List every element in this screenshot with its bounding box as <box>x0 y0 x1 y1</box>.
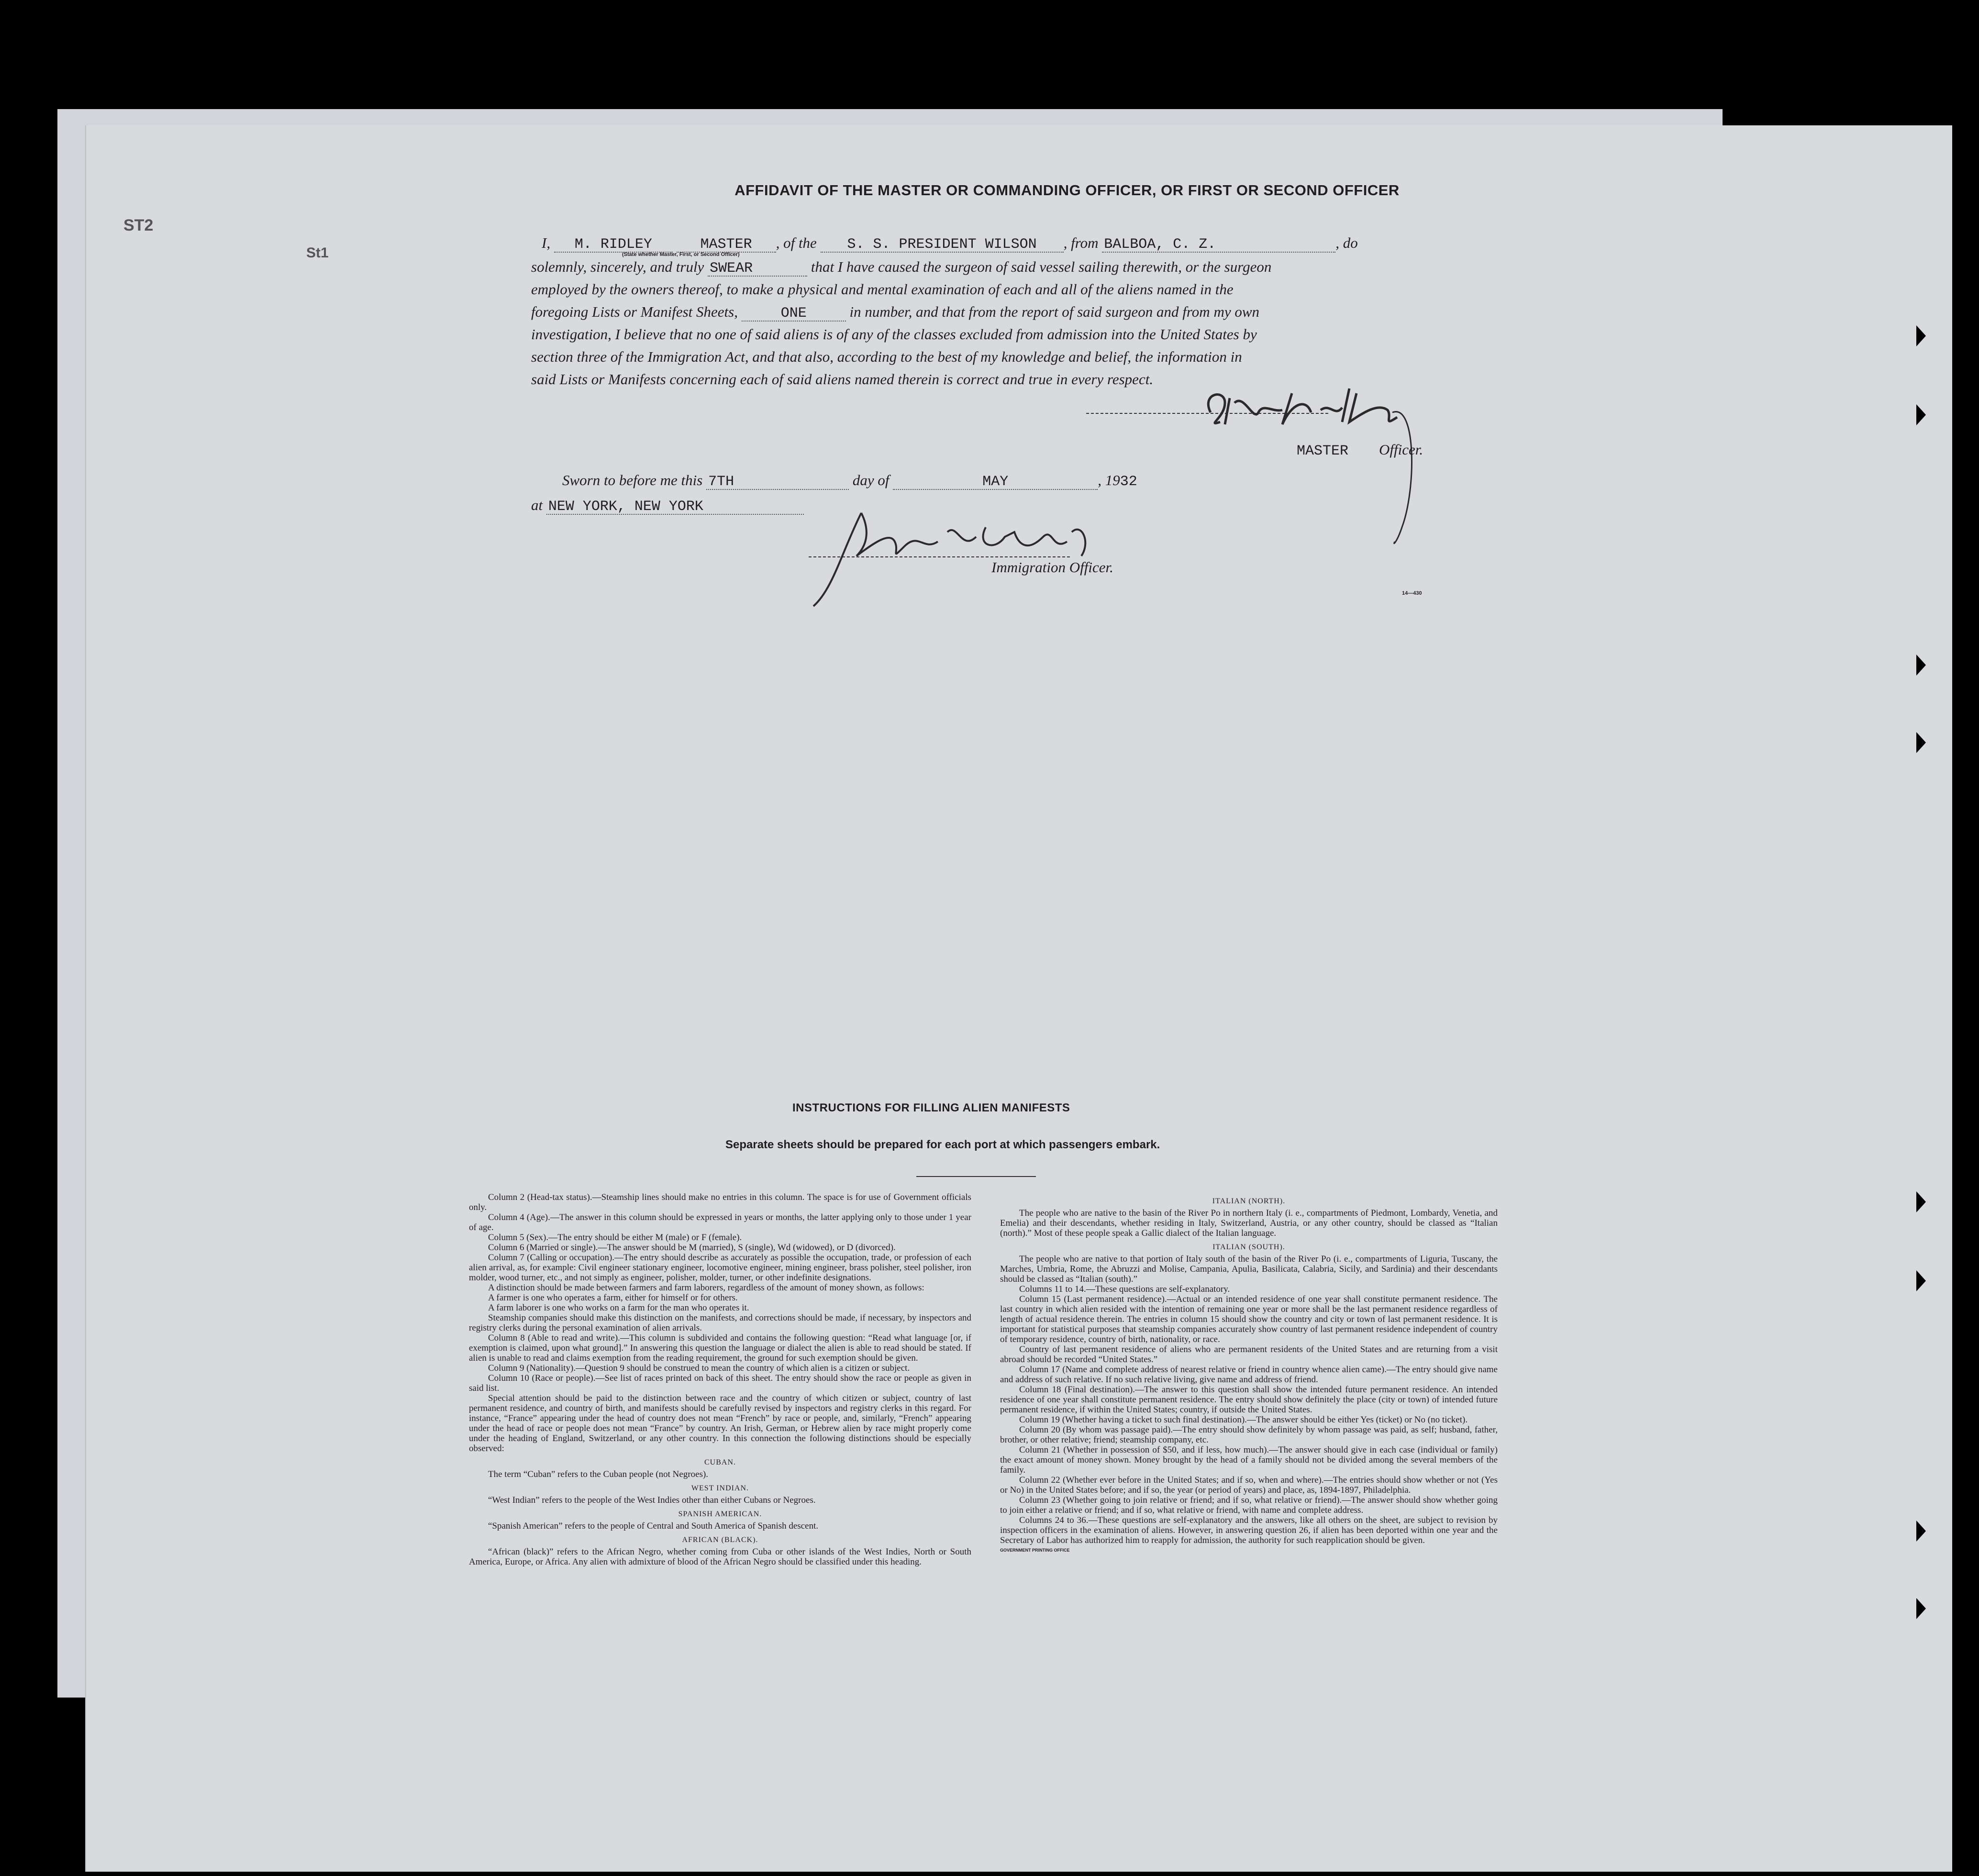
affidavit-line-1: I, M. RIDLEY MASTER , of the S. S. PRESIDENT WILSON , from BALBOA, C. Z. , do <box>542 234 1358 253</box>
master-name-field: M. RIDLEY <box>554 237 673 253</box>
punch-hole <box>1916 1270 1926 1291</box>
affidavit-line-2: solemnly, sincerely, and truly SWEAR that I have caused the surgeon of said vessel sailing therewith, or the surgeon <box>531 258 1272 277</box>
day-field: 7TH <box>706 475 849 490</box>
affidavit-line-5: investigation, I believe that no one of said aliens is of any of the classes excluded from admission into the United States by <box>531 326 1257 343</box>
affidavit-line-3: employed by the owners thereof, to make a physical and mental examination of each and all of the aliens named in the <box>531 281 1234 298</box>
place-field: NEW YORK, NEW YORK <box>546 500 804 515</box>
instructions-right-column: ITALIAN (NORTH). The people who are native to the basin of the River Po in northern Italy (i. e., compartments of Piedmont, Lombardy, Venetia, and Emelia) and their descendants, whether residing in Italy, Switzerland, Austria, or any other country, should be classed as “Italian (north).” Most of these people speak a Gallic dialect of the Italian language. ITALIAN (SOUTH). The people who are native to that portion of Italy south of the basin of the River Po (i. e., compartments of Liguria, Tuscany, the Marches, Umbria, Rome, the Abruzzi and Molise, Campania, Apulia, Basilicata, Calabria, Sicily, and Sardinia) and their descendants should be classed as “Italian (south).” Columns 11 to 14.—These questions are self-explanatory. Column 15 (Last permanent residence).—Actual or an intended residence of one year shall constitute permanent residence. The last country in which alien resided with the intention of remaining one year or more shall be the last permanent residence regardless of length of actual residence therein. The entries in column 15 should show the country and city or town of last permanent residence. It is important for statistical purposes that steamship companies accurately show country of last permanent residence independent of country of temporary residence, country of birth, nationality, or race. Country of last permanent residence of aliens who are permanent residents of the United States and are returning from a visit abroad should be recorded “United States.” Column 17 (Name and complete address of nearest relative or friend in country whence alien came).—The entry should give name and address of such relative. If no such relative living, give name and address of friend. Column 18 (Final destination).—The answer to this question shall show the intended future permanent residence. An intended residence of one year shall constitute permanent residence. The entry should show definitely the place (city or town) of intended future permanent residence, if within the United States; country, if outside the United States. Column 19 (Whether having a ticket to such final destination).—The answer should be either Yes (ticket) or No (no ticket). Column 20 (By whom was passage paid).—The entry should show definitely by whom passage was paid, as self; husband, father, brother, or other relative; friend; steamship company, etc. Column 21 (Whether in possession of $50, and if less, how much).—The answer should give in each case (individual or family) the exact amount of money shown. Money brought by the head of a family should not be divided among the several members of the family. Column 22 (Whether ever before in the United States; and if so, when and where).—The entries should show whether or not (Yes or No) in the United States before; and if so, the year (or period of years) and place, as, 1894-1897, Philadelphia. Column 23 (Whether going to join relative or friend; and if so, what relative or friend).—The answer should show whether going to join either a relative or friend; and if so, what relative or friend, with name and complete address. Columns 24 to 36.—These questions are self-explanatory and the answers, like all others on the sheet, are subject to revision by inspection officers in the examination of aliens. However, in answering question 26, if alien has been deported within one year and the Secretary of Labor has authorized him to reapply for admission, the authority for such reapplication should be given. GOVERNMENT PRINTING OFFICE <box>1000 1197 1498 1553</box>
punch-hole <box>1916 655 1926 676</box>
vessel-field: S. S. PRESIDENT WILSON <box>821 237 1064 253</box>
month-field: MAY <box>893 475 1098 490</box>
port-field: BALBOA, C. Z. <box>1102 237 1335 253</box>
oath-field: SWEAR <box>708 261 807 277</box>
punch-hole <box>1916 404 1926 425</box>
rank-field: MASTER <box>677 237 776 253</box>
year-field: 32 <box>1120 474 1137 490</box>
place-line: at NEW YORK, NEW YORK <box>531 494 804 516</box>
margin-mark: ST2 <box>123 216 154 234</box>
punch-hole <box>1916 1598 1926 1619</box>
affidavit-line-6: section three of the Immigration Act, and that also, according to the best of my knowledge and belief, the information in <box>531 348 1242 365</box>
rank-note: (State whether Master, First, or Second Officer) <box>622 252 740 257</box>
affidavit-line-4: foregoing Lists or Manifest Sheets, ONE in number, and that from the report of said surgeon and from my own <box>531 303 1260 322</box>
affidavit-title: AFFIDAVIT OF THE MASTER OR COMMANDING OFFICER, OR FIRST OR SECOND OFFICER <box>734 182 1400 199</box>
punch-hole <box>1916 1191 1926 1212</box>
signer-rank-line <box>1268 438 1423 461</box>
instructions-title: INSTRUCTIONS FOR FILLING ALIEN MANIFESTS <box>792 1101 1070 1114</box>
form-number: 14—430 <box>1402 590 1422 596</box>
punch-hole <box>1916 325 1926 346</box>
immigration-officer-signature <box>804 503 1177 613</box>
officer-suffix: Officer. <box>1379 441 1423 458</box>
sheets-field: ONE <box>742 306 846 322</box>
manifest-page <box>85 125 1952 1872</box>
margin-mark: St1 <box>306 245 329 261</box>
affidavit-line-7: said Lists or Manifests concerning each of said aliens named therein is correct and true in every respect. <box>531 371 1154 388</box>
punch-hole <box>1916 732 1926 753</box>
punch-hole <box>1916 1521 1926 1542</box>
sworn-line: Sworn to before me this 7TH day of MAY , 1932 <box>562 472 1137 490</box>
divider <box>916 1176 1036 1177</box>
instructions-subtitle: Separate sheets should be prepared for each port at which passengers embark. <box>725 1138 1160 1151</box>
instructions-left-column: Column 2 (Head-tax status).—Steamship lines should make no entries in this column. The space is for use of Government officials only. Column 4 (Age).—The answer in this column should be expressed in years or months, the latter applying only to those under 1 year of age. Column 5 (Sex).—The entry should be either M (male) or F (female). Column 6 (Married or single).—The answer should be M (married), S (single), Wd (widowed), or D (divorced). Column 7 (Calling or occupation).—The entry should describe as accurately as possible the occupation, trade, or profession of each alien arrival, as, for example: Civil engineer stationary engineer, locomotive engineer, mining engineer, brass polisher, steel polisher, iron molder, wood turner, etc., and not simply as engineer, polisher, molder, turner, or other indefinite designations. A distinction should be made between farmers and farm laborers, regardless of the amount of money shown, as follows: A farmer is one who operates a farm, either for himself or for others. A farm laborer is one who works on a farm for the man who operates it. Steamship companies should make this distinction on the manifests, and corrections should be made, if necessary, by inspectors and registry clerks during the personal examination of alien arrivals. Column 8 (Able to read and write).—This column is subdivided and contains the following question: “Read what language [or, if exemption is claimed, upon what ground].” In answering this question the language or dialect the alien is able to read should be stated. If alien is unable to read and claims exemption from the reading requirement, the ground for such exemption should be given. Column 9 (Nationality).—Question 9 should be construed to mean the country of which alien is a citizen or subject. Column 10 (Race or people).—See list of races printed on back of this sheet. The entry should show the race or people as given in said list. Special attention should be paid to the distinction between race and the country of which citizen or subject, country of last permanent residence, and country of birth, and manifests should be carefully revised by inspectors and registry clerks in this regard. For instance, “France” appearing under the head of country does not mean “French” by race or people, and, similarly, “French” appearing under the head of race or people does not mean “France” by country. An Irish, German, or Hebrew alien by race might properly come under the heading of England, Switzerland, or any other country. In this connection the following distinctions should be especially observed: CUBAN. The term “Cuban” refers to the Cuban people (not Negroes). WEST INDIAN. “West Indian” refers to the people of the West Indies other than either Cubans or Negroes. SPANISH AMERICAN. “Spanish American” refers to the people of Central and South America of Spanish descent. AFRICAN (BLACK). “African (black)” refers to the African Negro, whether coming from Cuba or other islands of the West Indies, North or South America, Europe, or Africa. Any alien with admixture of blood of the African Negro should be classified under this heading. <box>469 1192 971 1567</box>
immigration-officer-label: Immigration Officer. <box>991 559 1113 576</box>
signer-rank: MASTER <box>1296 443 1349 459</box>
